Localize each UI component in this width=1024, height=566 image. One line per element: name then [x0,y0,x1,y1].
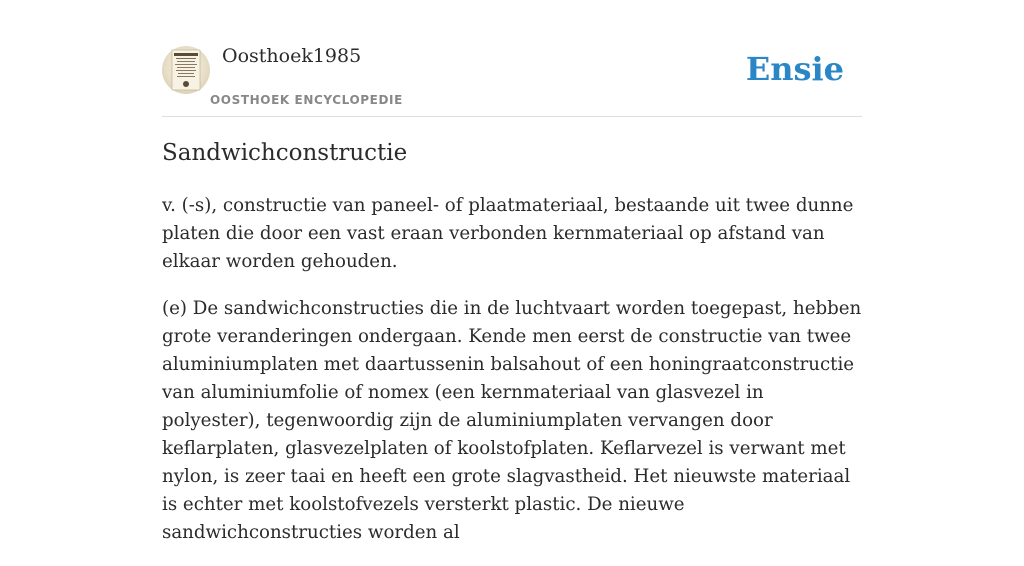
source-label[interactable]: OOSTHOEK ENCYCLOPEDIE [210,93,403,107]
encyclopedia-title-page-icon [162,46,210,94]
author-avatar[interactable] [162,46,210,94]
ensie-logo[interactable]: Ensie [745,50,844,88]
page [162,0,862,543]
author-name[interactable]: Oosthoek1985 [222,45,362,67]
header [162,0,862,117]
article-paragraph: (e) De sandwichconstructies die in de luchtvaart worden toegepast, hebben grote veranderingen ondergaan. Kende men eerst de constructie van twee aluminiumplaten met daartussenin balsahout of een honingraatconstructie van aluminiumfolie of nomex (een kernmateriaal van glasvezel in polyester), tegenwoordig zijn de aluminiumplaten vervangen door keflarplaten, glasvezelplaten of koolstofplaten. Keflarvezel is verwant met nylon, is zeer taai en heeft een grote slagvastheid. Het nieuwste materiaal is echter met koolstofvezels versterkt plastic. De nieuwe sandwichconstructies worden al [162,298,862,543]
article-paragraph: v. (-s), constructie van paneel- of plaatmateriaal, bestaande uit twee dunne platen die door een vast eraan verbonden kernmateriaal op afstand van elkaar worden gehouden. [162,195,854,272]
article-body [162,192,862,566]
article-title: Sandwichconstructie [162,140,408,166]
